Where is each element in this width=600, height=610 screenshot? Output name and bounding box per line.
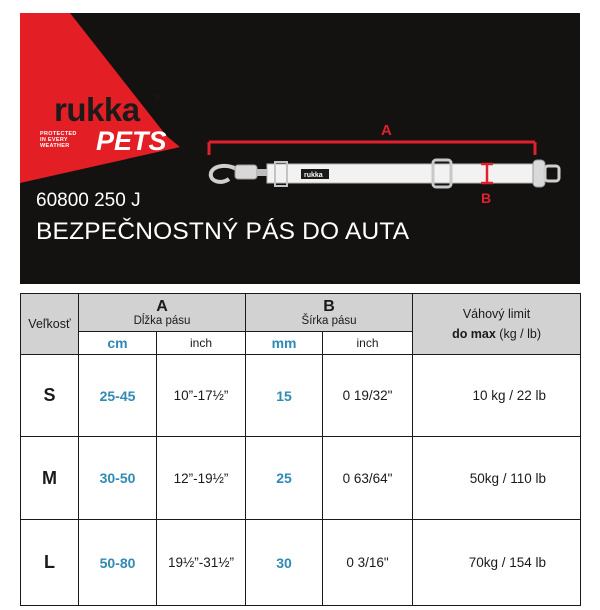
- weight-header-bold: do max: [452, 327, 496, 341]
- width-mm-cell: 30: [246, 520, 323, 606]
- strap-logo-text: rukka: [304, 172, 323, 179]
- product-code: 60800 250 J: [36, 190, 141, 211]
- table-row: [21, 520, 581, 606]
- unit-inch-length: inch: [157, 332, 246, 355]
- weight-header-unit: (kg / lb): [495, 327, 541, 341]
- width-letter: B: [323, 297, 335, 315]
- snap-hook-icon: [211, 165, 269, 182]
- dimension-b-label: B: [481, 190, 492, 206]
- brand-logo-text: rukka: [54, 91, 140, 128]
- length-header: [79, 294, 246, 332]
- brand-registered-mark: ®: [154, 93, 160, 102]
- width-inch-cell: 0 63/64": [323, 437, 413, 520]
- length-cm-cell: 25-45: [79, 355, 157, 437]
- unit-cm: cm: [79, 332, 157, 355]
- weight-cell: 70kg / 154 lb: [413, 520, 581, 606]
- tagline-line: WEATHER: [40, 143, 70, 149]
- length-inch-cell: 12”-19½”: [157, 437, 246, 520]
- product-title: BEZPEČNOSTNÝ PÁS DO AUTA: [36, 218, 410, 245]
- width-header: [246, 294, 413, 332]
- brand-pets-text: PETS: [96, 126, 167, 156]
- width-mm-cell: 25: [246, 437, 323, 520]
- length-cm-cell: 30-50: [79, 437, 157, 520]
- size-header: [21, 294, 79, 355]
- weight-cell: 10 kg / 22 lb: [413, 355, 581, 437]
- tagline-line: IN EVERY: [40, 137, 68, 143]
- size-header-label: Veľkosť: [28, 317, 71, 331]
- length-inch-cell: 10”-17½”: [157, 355, 246, 437]
- weight-header-line2: [413, 324, 580, 344]
- width-inch-cell: 0 19/32": [323, 355, 413, 437]
- size-cell: M: [21, 437, 79, 520]
- length-inch-cell: 19½”-31½”: [157, 520, 246, 606]
- width-mm-cell: 15: [246, 355, 323, 437]
- unit-mm: mm: [246, 332, 323, 355]
- length-label: Dĺžka pásu: [133, 314, 191, 327]
- dimension-a-label: A: [381, 122, 392, 139]
- width-inch-cell: 0 3/16": [323, 520, 413, 606]
- weight-header-line1: Váhový limit: [462, 307, 531, 321]
- size-table: [20, 293, 581, 606]
- seatbelt-diagram: [205, 113, 565, 213]
- size-cell: L: [21, 520, 79, 606]
- weight-limit-header: [413, 294, 581, 355]
- table-row: [21, 355, 581, 437]
- size-cell: S: [21, 355, 79, 437]
- dimension-a-bracket: [209, 142, 535, 155]
- unit-inch-width: inch: [323, 332, 413, 355]
- width-label: Šírka pásu: [301, 314, 357, 327]
- product-banner: [20, 13, 580, 284]
- tagline-line: PROTECTED: [40, 131, 77, 137]
- weight-cell: 50kg / 110 lb: [413, 437, 581, 520]
- table-row: [21, 437, 581, 520]
- length-letter: A: [156, 297, 168, 315]
- buckle-tongue-icon: [533, 160, 559, 187]
- length-cm-cell: 50-80: [79, 520, 157, 606]
